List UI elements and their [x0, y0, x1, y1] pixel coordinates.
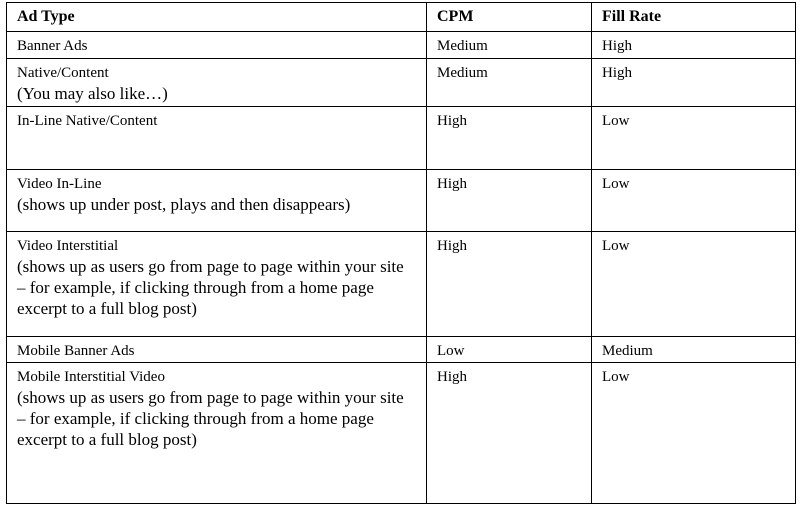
table-row: [7, 170, 796, 232]
ad-type-name: Video In-Line: [17, 176, 102, 192]
table-row: [7, 337, 796, 363]
ad-type-name: Video Interstitial: [17, 238, 119, 254]
ad-type-name: Mobile Banner Ads: [17, 343, 135, 359]
ad-type-name: In-Line Native/Content: [17, 113, 158, 129]
ad-type-note: (shows up as users go from page to page within your site – for example, if clicking through from a home page excerpt to a full blog post): [17, 388, 404, 449]
ad-type-note: (shows up under post, plays and then disappears): [17, 195, 351, 214]
table-row: [7, 363, 796, 504]
cpm-cell: High: [427, 107, 592, 170]
table-header: [7, 3, 796, 32]
fill-rate-cell: Low: [592, 107, 796, 170]
header-cpm: CPM: [427, 3, 592, 32]
fill-rate-cell: Medium: [592, 337, 796, 363]
ad-type-cell: [7, 232, 427, 337]
ad-type-table: [6, 2, 796, 504]
table-row: [7, 107, 796, 170]
header-fill-rate: Fill Rate: [592, 3, 796, 32]
ad-type-name: Mobile Interstitial Video: [17, 369, 165, 385]
ad-type-cell: [7, 32, 427, 59]
ad-type-cell: [7, 170, 427, 232]
cpm-cell: Medium: [427, 59, 592, 107]
cpm-cell: High: [427, 232, 592, 337]
table-row: [7, 59, 796, 107]
table-body: [7, 32, 796, 504]
fill-rate-cell: Low: [592, 232, 796, 337]
header-row: [7, 3, 796, 32]
fill-rate-cell: Low: [592, 170, 796, 232]
table-row: [7, 232, 796, 337]
ad-type-cell: [7, 337, 427, 363]
cpm-cell: Medium: [427, 32, 592, 59]
ad-type-note: (You may also like…): [17, 84, 168, 103]
cpm-cell: High: [427, 170, 592, 232]
cpm-cell: Low: [427, 337, 592, 363]
ad-type-cell: [7, 59, 427, 107]
ad-type-name: Native/Content: [17, 65, 109, 81]
header-ad-type: Ad Type: [7, 3, 427, 32]
ad-type-cell: [7, 107, 427, 170]
fill-rate-cell: Low: [592, 363, 796, 504]
fill-rate-cell: High: [592, 32, 796, 59]
fill-rate-cell: High: [592, 59, 796, 107]
ad-type-name: Banner Ads: [17, 38, 88, 54]
cpm-cell: High: [427, 363, 592, 504]
ad-type-cell: [7, 363, 427, 504]
ad-type-note: (shows up as users go from page to page within your site – for example, if clicking through from a home page excerpt to a full blog post): [17, 257, 404, 318]
table-row: [7, 32, 796, 59]
